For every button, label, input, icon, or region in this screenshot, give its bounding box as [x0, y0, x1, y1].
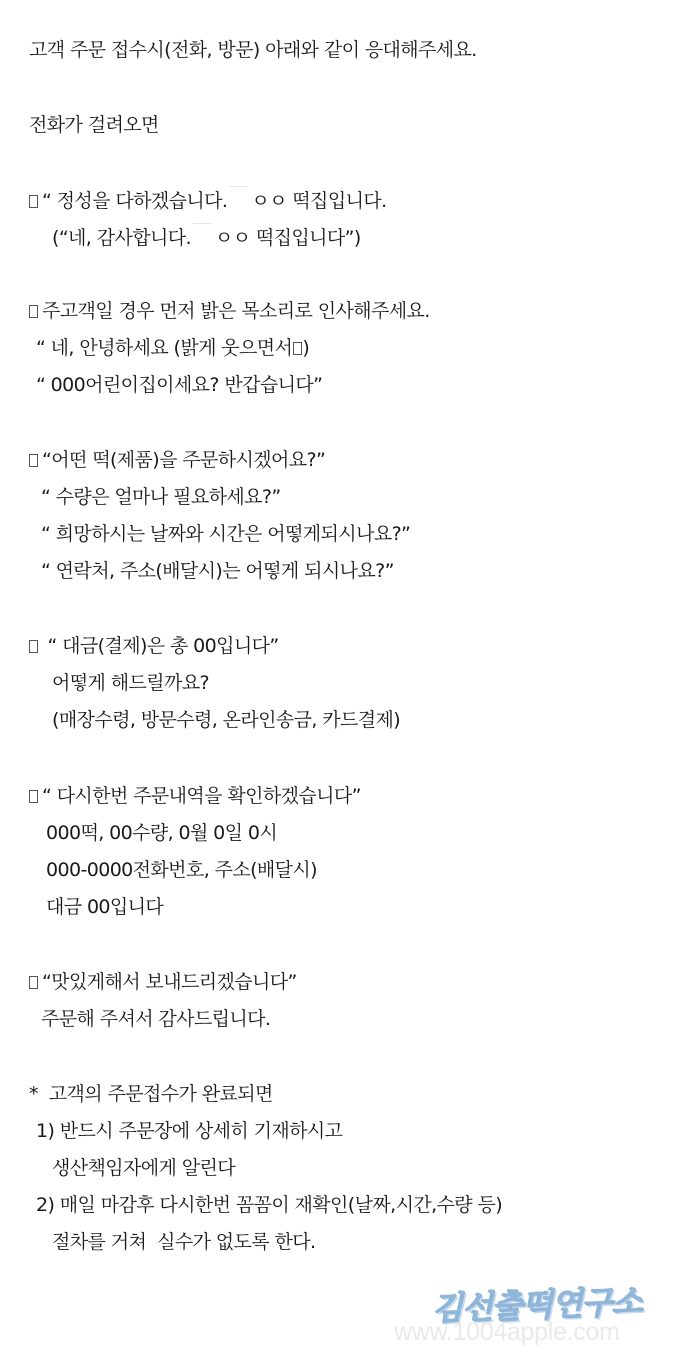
bullet-box-icon	[29, 976, 38, 989]
doc-title: 고객 주문 접수시(전화, 방문) 아래와 같이 응대해주세요.	[29, 39, 477, 61]
watermark-url: www.1004apple.com	[394, 1318, 620, 1346]
regular-line-1: 주고객일 경우 먼저 밝은 목소리로 인사해주세요.	[29, 298, 430, 324]
bullet-box-icon	[29, 305, 38, 318]
phone-intro: 전화가 걸려오면	[29, 114, 159, 136]
order-line-2: “ 수량은 얼마나 필요하세요?”	[41, 486, 281, 508]
confirm-line-2: 000떡, 00수량, 0월 0일 0시	[46, 822, 278, 844]
order-line-3: “ 희망하시는 날짜와 시간은 어떻게되시나요?”	[41, 523, 411, 545]
payment-line-1: “ 대금(결제)은 총 00입니다”	[29, 633, 279, 659]
closing-line-1: “맛있게해서 보내드리겠습니다”	[29, 969, 297, 995]
payment-line-2: 어떻게 해드릴까요?	[52, 672, 209, 694]
greeting-line-2: (“네, 감사합니다. ㅇㅇ 떡집입니다”)	[52, 223, 361, 251]
greeting-line-1: “ 정성을 다하겠습니다. ㅇㅇ 떡집입니다.	[29, 186, 387, 214]
after-item-2: 2) 매일 마감후 다시한번 꼼꼼이 재확인(날짜,시간,수량 등)	[36, 1194, 503, 1216]
after-item-1: 1) 반드시 주문장에 상세히 기재하시고	[36, 1120, 343, 1142]
blank-gap	[229, 186, 247, 195]
regular-line-3: “ 000어린이집이세요? 반갑습니다”	[36, 374, 323, 396]
confirm-line-1: “ 다시한번 주문내역을 확인하겠습니다”	[29, 783, 361, 809]
payment-line-3: (매장수령, 방문수령, 온라인송금, 카드결제)	[52, 709, 401, 731]
order-line-1: “어떤 떡(제품)을 주문하시겠어요?”	[29, 447, 325, 473]
bullet-box-icon	[29, 195, 38, 208]
after-item-2-cont: 절차를 거쳐 실수가 없도록 한다.	[52, 1231, 316, 1253]
bullet-box-icon	[29, 454, 38, 467]
confirm-line-3: 000-0000전화번호, 주소(배달시)	[46, 859, 317, 881]
confirm-line-4: 대금 00입니다	[46, 896, 164, 918]
bullet-box-icon	[29, 640, 38, 653]
closing-line-2: 주문해 주셔서 감사드립니다.	[41, 1008, 271, 1030]
after-heading: * 고객의 주문접수가 완료되면	[29, 1083, 273, 1105]
watermark-logo: 김선출떡연구소	[431, 1282, 643, 1328]
emoji-box-icon	[293, 342, 302, 355]
regular-line-2: “ 네, 안녕하세요 (밝게 웃으면서 )	[36, 337, 310, 359]
bullet-box-icon	[29, 790, 38, 803]
blank-gap	[193, 223, 211, 232]
after-item-1-cont: 생산책임자에게 알린다	[52, 1157, 235, 1179]
order-line-4: “ 연락처, 주소(배달시)는 어떻게 되시나요?”	[41, 560, 394, 582]
